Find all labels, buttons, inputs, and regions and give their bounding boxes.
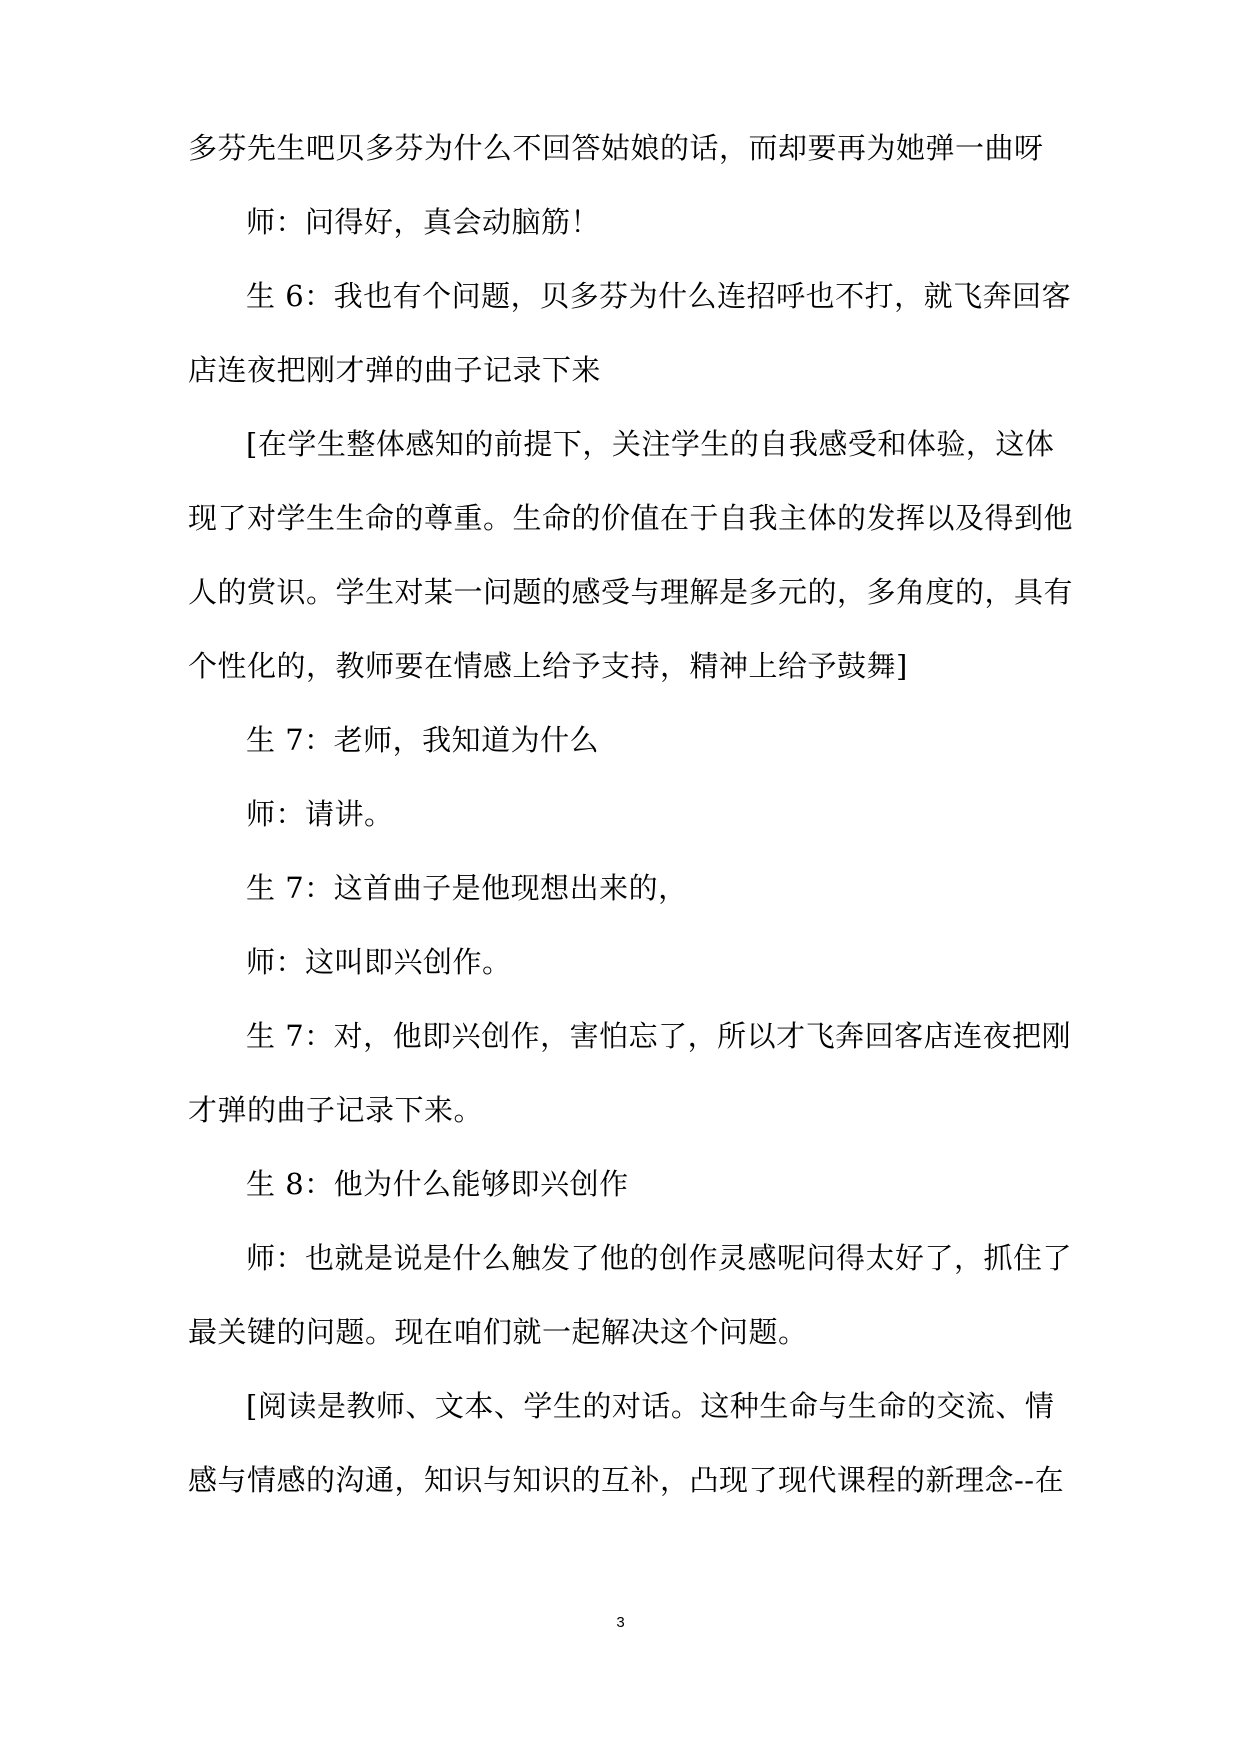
paragraph-line: 生 7：对，他即兴创作，害怕忘了，所以才飞奔回客店连夜把刚 (246, 1019, 1072, 1053)
paragraph-line: 个性化的，教师要在情感上给予支持，精神上给予鼓舞] (188, 649, 908, 683)
paragraph-line: 最关键的问题。现在咱们就一起解决这个问题。 (188, 1315, 808, 1349)
paragraph-line: [在学生整体感知的前提下，关注学生的自我感受和体验，这体 (246, 427, 1055, 461)
paragraph-line: 生 7：这首曲子是他现想出来的， (246, 871, 688, 905)
paragraph-line: 师：请讲。 (246, 797, 394, 831)
paragraph-line: 生 7：老师，我知道为什么 (246, 723, 600, 757)
paragraph-line: 师：问得好，真会动脑筋！ (246, 205, 601, 239)
paragraph-line: 才弹的曲子记录下来。 (188, 1093, 484, 1127)
paragraph-line: 师：也就是说是什么触发了他的创作灵感呢问得太好了，抓住了 (246, 1241, 1073, 1275)
paragraph-line: 感与情感的沟通，知识与知识的互补，凸现了现代课程的新理念--在 (188, 1463, 1065, 1497)
paragraph-line: 店连夜把刚才弹的曲子记录下来 (188, 353, 602, 387)
paragraph-line: 师：这叫即兴创作。 (246, 945, 512, 979)
paragraph-line: [阅读是教师、文本、学生的对话。这种生命与生命的交流、情 (246, 1389, 1055, 1423)
paragraph-line: 生 6：我也有个问题，贝多芬为什么连招呼也不打，就飞奔回客 (246, 279, 1072, 313)
paragraph-line: 现了对学生生命的尊重。生命的价值在于自我主体的发挥以及得到他 (188, 501, 1074, 535)
paragraph-line: 多芬先生吧贝多芬为什么不回答姑娘的话，而却要再为她弹一曲呀 (188, 131, 1044, 165)
page-number: 3 (616, 1614, 625, 1631)
paragraph-line: 生 8：他为什么能够即兴创作 (246, 1167, 629, 1201)
paragraph-line: 人的赏识。学生对某一问题的感受与理解是多元的，多角度的，具有 (188, 575, 1074, 609)
